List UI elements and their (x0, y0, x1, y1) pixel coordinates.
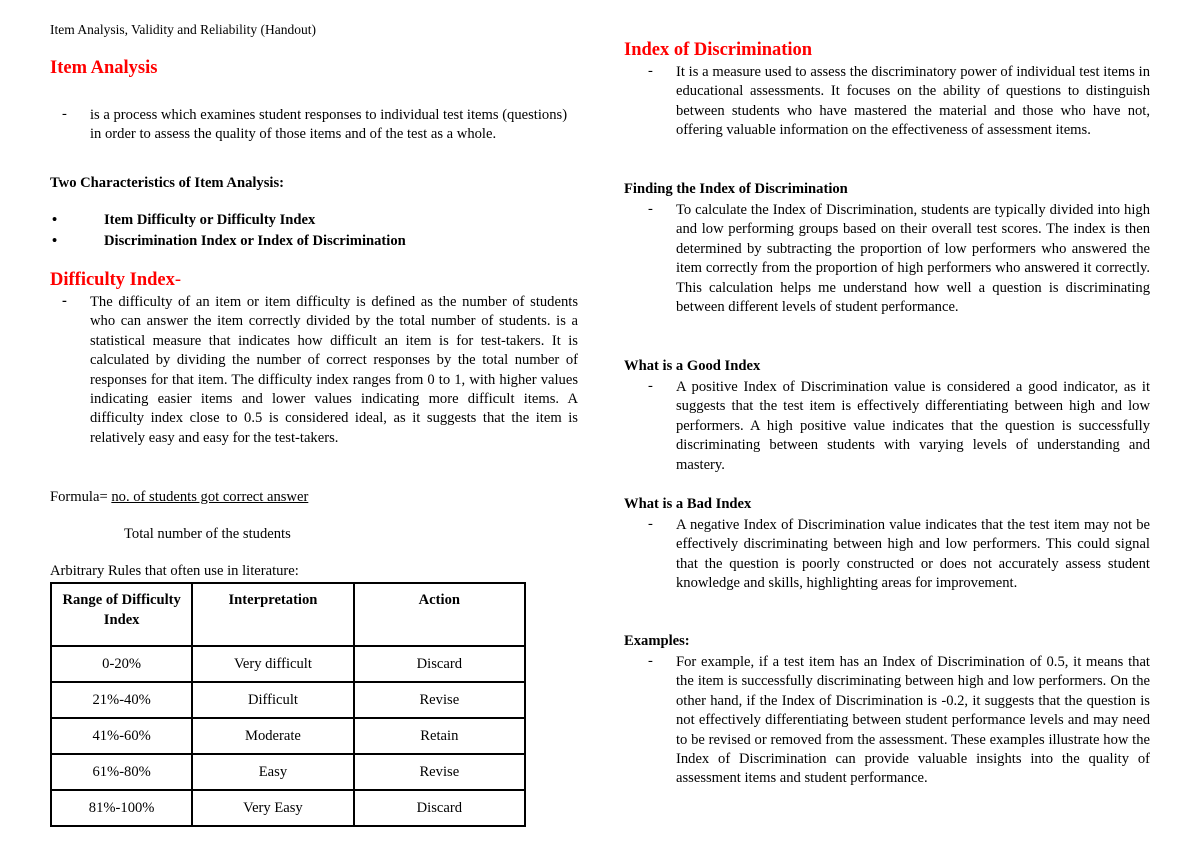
characteristic-label: Item Difficulty or Difficulty Index (104, 212, 316, 228)
rules-caption: Arbitrary Rules that often use in literature: (50, 563, 299, 579)
finding-definition (648, 201, 1150, 317)
cell-action: Discard (354, 646, 525, 682)
index-of-discrimination-body: It is a measure used to assess the discriminatory power of individual test items in educational assessments. It focuses on the ability of questions to distinguish between students who have mastered the material and those who have not, offering valuable information on the effectiveness of assessment items. (676, 64, 1150, 139)
index-of-discrimination-title: Index of Discrimination (624, 40, 813, 60)
characteristic-item (50, 231, 406, 252)
difficulty-index-definition (62, 293, 578, 448)
difficulty-index-title: Difficulty Index (50, 270, 175, 290)
item-analysis-title: Item Analysis (50, 58, 158, 78)
item-analysis-definition-text: is a process which examines student responses to individual test items (questions) in order to assess the quality of those items and of the test as a whole. (90, 107, 568, 143)
cell-interpretation: Very difficult (192, 646, 353, 682)
good-index-title: What is a Good Index (624, 358, 761, 374)
cell-action: Revise (354, 754, 525, 790)
cell-interpretation: Very Easy (192, 790, 353, 826)
difficulty-index-heading (50, 270, 181, 291)
bad-index-definition (648, 516, 1150, 594)
cell-interpretation: Difficult (192, 682, 353, 718)
dash-bullet: - (62, 106, 67, 122)
header-interpretation: Interpretation (192, 583, 353, 646)
bad-index-body: A negative Index of Discrimination value indicates that the test item may not be effectively discriminating between high and low performers. This could signal that the question is poorly constructed or does not accurately assess student knowledge and skills, highlighting areas for improvement. (676, 517, 1150, 592)
formula (50, 489, 308, 506)
document-header: Item Analysis, Validity and Reliability (Handout) (50, 22, 316, 37)
good-index-body: A positive Index of Discrimination value is considered a good indicator, as it suggests that the test item is effectively differentiating between high and low performers. A high positive value indicates that the question is successfully discriminating between students with varying levels of understanding and mastery. (676, 379, 1150, 473)
characteristics-title: Two Characteristics of Item Analysis: (50, 175, 285, 191)
cell-range: 21%-40% (51, 682, 192, 718)
table-row (51, 646, 525, 682)
dash-bullet: - (648, 378, 653, 394)
cell-range: 61%-80% (51, 754, 192, 790)
examples-title: Examples: (624, 633, 690, 649)
table-row (51, 790, 525, 826)
cell-range: 81%-100% (51, 790, 192, 826)
finding-body: To calculate the Index of Discrimination, students are typically divided into high and low performing groups based on their overall test scores. The index is then determined by subtracting the proportion of low performers who answered the item correctly from the proportion of high performers who answered it correctly. This calculation helps me understand how well a question is discriminating between different levels of student performance. (676, 202, 1150, 316)
characteristics-list (50, 210, 406, 252)
table-row (51, 682, 525, 718)
table-row (51, 718, 525, 754)
table-header-row (51, 583, 525, 646)
item-analysis-definition (62, 106, 578, 145)
dash-bullet: - (648, 63, 653, 79)
cell-action: Revise (354, 682, 525, 718)
bad-index-title: What is a Bad Index (624, 496, 752, 512)
cell-interpretation: Moderate (192, 718, 353, 754)
characteristic-label: Discrimination Index or Index of Discrimination (104, 233, 406, 249)
table-row (51, 754, 525, 790)
cell-interpretation: Easy (192, 754, 353, 790)
finding-title: Finding the Index of Discrimination (624, 181, 848, 197)
bullet-dot-icon: • (52, 233, 58, 249)
characteristic-item (50, 210, 406, 231)
index-of-discrimination-definition (648, 63, 1150, 141)
dash-bullet: - (648, 653, 653, 669)
bullet-dot-icon: • (52, 212, 58, 228)
cell-action: Discard (354, 790, 525, 826)
dash-bullet: - (62, 293, 67, 309)
cell-range: 0-20% (51, 646, 192, 682)
examples-definition (648, 653, 1150, 789)
cell-range: 41%-60% (51, 718, 192, 754)
dash-bullet: - (648, 516, 653, 532)
cell-action: Retain (354, 718, 525, 754)
good-index-definition (648, 378, 1150, 475)
formula-numerator: no. of students got correct answer (111, 489, 309, 505)
formula-denominator: Total number of the students (124, 526, 291, 542)
difficulty-index-title-suffix: - (174, 270, 182, 290)
dash-bullet: - (648, 201, 653, 217)
difficulty-index-body: The difficulty of an item or item difficulty is defined as the number of students who can answer the item correctly divided by the total number of students. is a statistical measure that indicates how difficult an item is for test-takers. It is calculated by dividing the number of correct responses by the total number of responses for that item. The difficulty index ranges from 0 to 1, with higher values indicating easier items and lower values indicating more difficult items. A difficulty index close to 0.5 is considered ideal, as it suggests that the item is relatively easy and easy for the test-takers. (90, 294, 578, 446)
header-range: Range of Difficulty Index (51, 583, 192, 646)
difficulty-rules-table (50, 582, 526, 827)
examples-body: For example, if a test item has an Index of Discrimination of 0.5, it means that the item is successfully discriminating between high and low performers. On the other hand, if the Index of Discrimination is -0.2, it suggests that the question is not effectively differentiating between student performance levels and may need to be revised or removed from the assessment. These examples illustrate how the Index of Discrimination can provide valuable insights into the quality of assessment items and student performance. (676, 654, 1150, 787)
header-action: Action (354, 583, 525, 646)
formula-label: Formula= (50, 489, 108, 505)
